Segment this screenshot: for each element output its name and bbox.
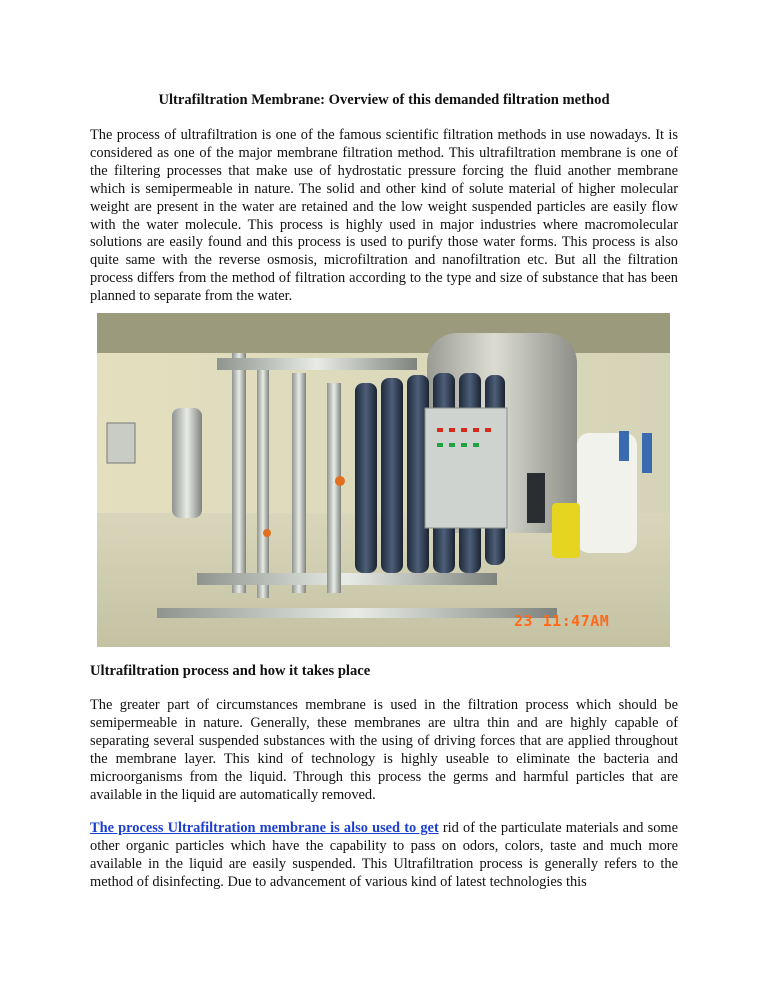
section-heading: Ultrafiltration process and how it takes place: [90, 663, 371, 679]
ultrafiltration-membrane-link[interactable]: The process Ultrafiltration membrane is also used to get: [90, 820, 439, 836]
photo-timestamp: 23 11:47AM: [514, 612, 610, 630]
ultrafiltration-plant-photo: [97, 313, 670, 647]
disinfection-paragraph: [90, 820, 678, 892]
process-paragraph: The greater part of circumstances membrane is used in the filtration process which should be semipermeable in nature. Generally, these membranes are ultra thin and are highly capable of separating several suspended substances with the using of driving forces that are applied throughout the membrane layer. This kind of technology is highly useable to eliminate the bacteria and microorganisms from the liquid. Through this process the germs and harmful particles that are available in the liquid are automatically removed.: [90, 697, 678, 803]
disinfection-paragraph-text: rid of the particulate materials and some other organic particles which have the capability to pass on odors, colors, taste and much more available in the liquid are easily suspended. This Ultrafiltration process is generally refers to the method of disinfecting. Due to advancement of various kind of latest technologies this: [90, 820, 678, 890]
document-title: Ultrafiltration Membrane: Overview of this demanded filtration method: [158, 92, 610, 108]
intro-paragraph: The process of ultrafiltration is one of the famous scientific filtration methods in use nowadays. It is considered as one of the major membrane filtration method. This ultrafiltration membrane is one of the filtering processes that make use of hydrostatic pressure forcing the fluid another membrane which is semipermeable in nature. The solid and other kind of solute material of higher molecular weight are present in the water are retained and the low weight suspended particles are easily flow with the water molecule. This process is highly used in major industries where macromolecular solutions are easily found and this process is used to purify those water forms. This process is also quite same with the reverse osmosis, microfiltration and nanofiltration etc. But all the filtration process differs from the method of filtration according to the type and size of substance that has been planned to separate from the water.: [90, 127, 678, 305]
